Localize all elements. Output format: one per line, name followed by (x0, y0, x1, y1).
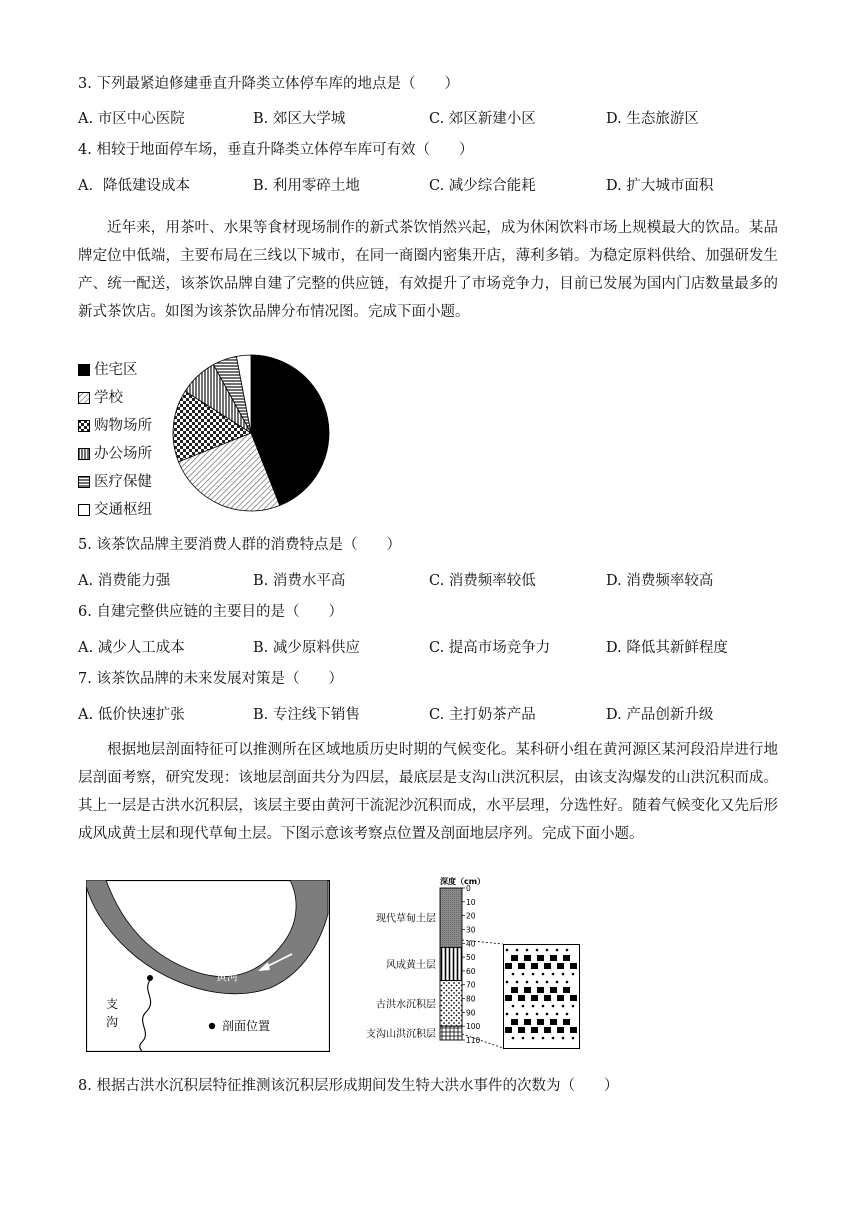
sediment-grain (550, 1019, 557, 1025)
sediment-grain (524, 955, 531, 961)
depth-tick-label: 110 (466, 1036, 481, 1045)
sediment-grain (566, 981, 569, 984)
sediment-grain (550, 955, 557, 961)
q3-option-d: D. 生态旅游区 (606, 111, 699, 127)
q5-option-a: A. 消费能力强 (78, 573, 171, 589)
sediment-grain (544, 963, 551, 969)
section-location-label: 剖面位置 (222, 1019, 271, 1033)
stratum-layer (440, 947, 462, 980)
q3-stem: 3. 下列最紧迫修建垂直升降类立体停车库的地点是（ ） (78, 76, 459, 92)
sediment-grain (572, 1005, 575, 1008)
sediment-grain (570, 995, 577, 1001)
sediment-grain (537, 955, 544, 961)
stratum-name: 支沟山洪沉积层 (366, 1029, 436, 1041)
q7-stem: 7. 该茶饮品牌的未来发展对策是（ ） (78, 671, 343, 687)
depth-tick-label: 40 (466, 939, 476, 949)
depth-tick-label: 80 (466, 994, 476, 1004)
sediment-grain (536, 981, 539, 984)
q6-stem: 6. 自建完整供应链的主要目的是（ ） (78, 604, 343, 620)
sediment-grain (512, 1005, 515, 1008)
sediment-grain (536, 949, 539, 952)
tributary-mouth-dot (147, 975, 153, 981)
stratum-layer (440, 1026, 462, 1040)
q6-options (78, 636, 778, 656)
q4-option-b: B. 利用零碎土地 (253, 178, 360, 194)
sediment-grain (544, 1027, 551, 1033)
sediment-grain (518, 995, 525, 1001)
sediment-grain (566, 1013, 569, 1016)
sediment-grain (506, 981, 509, 984)
legend-item-transport: 交通枢纽 (78, 498, 152, 518)
sediment-grain (522, 1037, 525, 1040)
sediment-grain (506, 949, 509, 952)
sediment-grain (566, 949, 569, 952)
depth-tick-label: 0 (466, 884, 471, 893)
q5-option-b: B. 消费水平高 (253, 573, 346, 589)
sediment-grain (516, 1013, 519, 1016)
depth-tick-label: 60 (466, 966, 476, 976)
sediment-grain (536, 1013, 539, 1016)
sediment-grain (562, 1037, 565, 1040)
sediment-grain (552, 973, 555, 976)
q7-option-a: A. 低价快速扩张 (78, 707, 185, 723)
sediment-grain (556, 949, 559, 952)
sediment-grain (511, 1019, 518, 1025)
depth-tick-label: 30 (466, 925, 476, 935)
depth-tick-label: 20 (466, 911, 476, 921)
depth-tick-label: 50 (466, 953, 476, 963)
passage-tea: 近年来，用茶叶、水果等食材现场制作的新式茶饮悄然兴起，成为休闲饮料市场上规模最大的饮品。某品牌定位中低端，主要布局在三线以下城市，在同一商圈内密集开店，薄利多销。为稳定原料供给、加强研发生产、统一配送，该茶饮品牌自建了完整的供应链，有效提升了市场竞争力，目前已发展为国内门店数量最多的新式茶饮店。如图为该茶饮品牌分布情况图。完成下面小题。 (78, 220, 778, 320)
q7-option-c: C. 主打奶茶产品 (429, 707, 536, 723)
sediment-grain (563, 955, 570, 961)
sediment-grain (531, 995, 538, 1001)
stratum-name: 古洪水沉积层 (376, 999, 436, 1011)
sediment-grain (531, 1027, 538, 1033)
strata-column (340, 874, 590, 1058)
sediment-grain (572, 1037, 575, 1040)
q3-option-a: A. 市区中心医院 (78, 111, 185, 127)
distribution-pie-chart (168, 350, 334, 516)
sediment-grain (526, 981, 529, 984)
depth-tick-label: 70 (466, 980, 476, 990)
sediment-grain (570, 963, 577, 969)
sediment-grain (552, 1037, 555, 1040)
q4-option-a: A．降低建设成本 (78, 178, 190, 194)
stratum-layer (440, 888, 462, 947)
depth-tick-label: 10 (466, 897, 476, 907)
sediment-grain (516, 981, 519, 984)
q6-option-b: B. 减少原料供应 (253, 640, 360, 656)
q6-option-a: A. 减少人工成本 (78, 640, 185, 656)
sediment-grain (537, 1019, 544, 1025)
location-map (86, 880, 330, 1052)
q7-option-d: D. 产品创新升级 (606, 707, 714, 723)
q8-stem: 8. 根据古洪水沉积层特征推测该沉积层形成期间发生特大洪水事件的次数为（ ） (78, 1078, 619, 1094)
sediment-grain (524, 1019, 531, 1025)
depth-tick-label: 100 (466, 1022, 481, 1032)
legend-item-residential: 住宅区 (78, 358, 138, 378)
sediment-grain (531, 963, 538, 969)
q5-stem: 5. 该茶饮品牌主要消费人群的消费特点是（ ） (78, 537, 401, 553)
sediment-grain (546, 981, 549, 984)
sediment-grain (570, 1027, 577, 1033)
sediment-grain (550, 987, 557, 993)
sediment-grain (518, 1027, 525, 1033)
sediment-grain (562, 1005, 565, 1008)
sediment-grain (556, 1013, 559, 1016)
sediment-grain (562, 973, 565, 976)
q3-option-c: C. 郊区新建小区 (429, 111, 536, 127)
sediment-grain (524, 987, 531, 993)
q7-options (78, 703, 778, 723)
sediment-grain (526, 1013, 529, 1016)
q6-option-c: C. 提高市场竞争力 (429, 640, 551, 656)
sediment-grain (516, 949, 519, 952)
sediment-grain (557, 963, 564, 969)
legend-item-office: 办公场所 (78, 442, 152, 462)
sediment-grain (505, 1027, 512, 1033)
sediment-grain (506, 1013, 509, 1016)
legend-item-school: 学校 (78, 386, 123, 406)
q5-option-d: D. 消费频率较高 (606, 573, 714, 589)
q3-options (78, 107, 778, 127)
magnified-detail (462, 940, 580, 1049)
river-label: 黄河 (216, 970, 238, 983)
q4-option-c: C. 减少综合能耗 (429, 178, 536, 194)
sediment-grain (537, 987, 544, 993)
sediment-grain (546, 1013, 549, 1016)
legend-item-shopping: 购物场所 (78, 414, 152, 434)
sediment-grain (557, 995, 564, 1001)
stratum-name: 风成黄土层 (386, 960, 436, 971)
sediment-grain (532, 1037, 535, 1040)
section-location-dot (209, 1023, 215, 1029)
sediment-grain (532, 973, 535, 976)
sediment-grain (512, 1037, 515, 1040)
stratum-name: 现代草甸土层 (376, 913, 436, 925)
stratum-layer (440, 981, 462, 1027)
sediment-grain (518, 963, 525, 969)
sediment-grain (542, 1005, 545, 1008)
sediment-grain (557, 1027, 564, 1033)
passage-strata: 根据地层剖面特征可以推测所在区域地质历史时期的气候变化。某科研小组在黄河源区某河段沿岸进行地层剖面考察，研究发现：该地层剖面共分为四层，最底层是支沟山洪沉积层，由该支沟爆发的山洪沉积而成。其上一层是古洪水沉积层，该层主要由黄河干流泥沙沉积而成，水平层理，分选性好。随着气候变化又先后形成风成黄土层和现代草甸土层。下图示意该考察点位置及剖面地层序列。完成下面小题。 (78, 742, 778, 842)
sediment-grain (522, 973, 525, 976)
tributary-label: 支 沟 (106, 997, 119, 1029)
q4-stem: 4. 相较于地面停车场，垂直升降类立体停车库可有效（ ） (78, 142, 474, 158)
sediment-grain (572, 973, 575, 976)
sediment-grain (542, 973, 545, 976)
sediment-grain (522, 1005, 525, 1008)
sediment-grain (563, 1019, 570, 1025)
sediment-grain (505, 963, 512, 969)
sediment-grain (505, 995, 512, 1001)
sediment-grain (511, 955, 518, 961)
q6-option-d: D. 降低其新鲜程度 (606, 640, 728, 656)
sediment-grain (542, 1037, 545, 1040)
q4-option-d: D. 扩大城市面积 (606, 178, 714, 194)
legend-item-medical: 医疗保健 (78, 470, 152, 490)
sediment-grain (532, 1005, 535, 1008)
sediment-grain (512, 973, 515, 976)
sediment-grain (511, 987, 518, 993)
sediment-grain (544, 995, 551, 1001)
sediment-grain (563, 987, 570, 993)
q5-options (78, 569, 778, 589)
q3-option-b: B. 郊区大学城 (253, 111, 346, 127)
q7-option-b: B. 专注线下销售 (253, 707, 360, 723)
depth-tick-label: 90 (466, 1008, 476, 1018)
q4-options (78, 174, 778, 194)
q5-option-c: C. 消费频率较低 (429, 573, 536, 589)
sediment-grain (552, 1005, 555, 1008)
sediment-grain (546, 949, 549, 952)
sediment-grain (556, 981, 559, 984)
depth-title: 深度（cm） (440, 877, 486, 886)
sediment-grain (526, 949, 529, 952)
